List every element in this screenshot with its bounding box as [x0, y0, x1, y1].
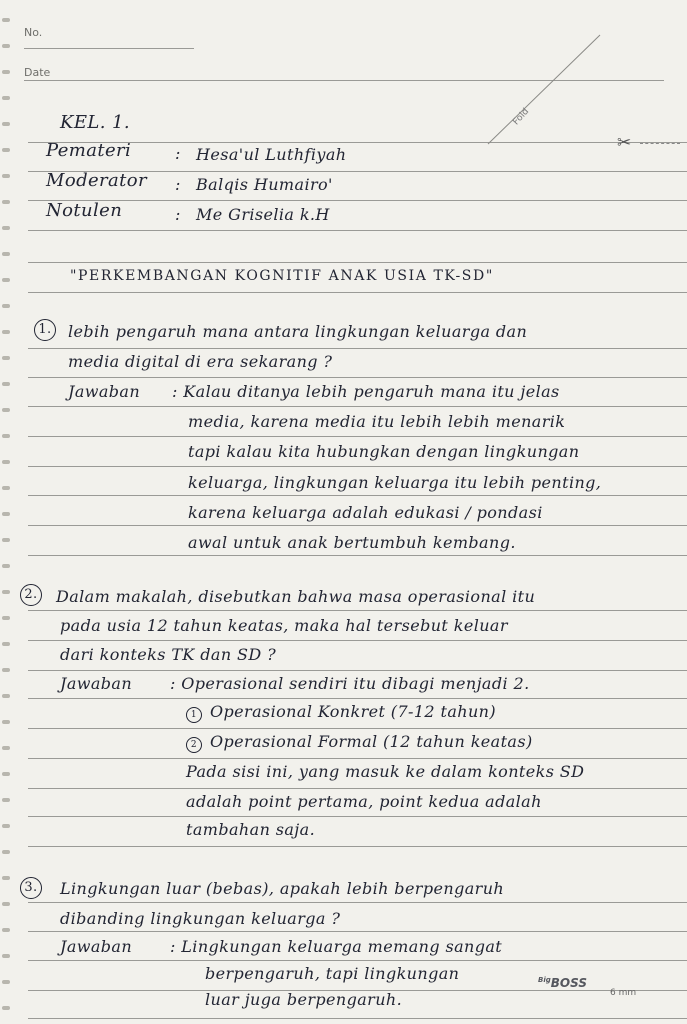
- q3-question-line: Lingkungan luar (bebas), apakah lebih berpengaruh: [60, 879, 505, 898]
- ruled-line: [28, 670, 687, 671]
- binding-hole: [2, 746, 10, 750]
- q3-answer-label: Jawaban: [60, 937, 133, 956]
- q1-number-circle: 1.: [34, 319, 56, 341]
- q1-answer-line: awal untuk anak bertumbuh kembang.: [188, 533, 516, 552]
- binding-hole: [2, 512, 10, 516]
- binding-hole: [2, 96, 10, 100]
- q2-answer-line: adalah point pertama, point kedua adalah: [186, 792, 542, 811]
- binding-hole: [2, 356, 10, 360]
- q3-question-line: dibanding lingkungan keluarga ?: [60, 909, 341, 928]
- q2-answer-line: Pada sisi ini, yang masuk ke dalam konteks SD: [186, 762, 585, 781]
- q2-sub-item: [186, 732, 533, 753]
- binding-hole: [2, 382, 10, 386]
- pemateri-colon: :: [175, 144, 181, 163]
- ruled-line: [28, 406, 687, 407]
- ruled-line: [28, 902, 687, 903]
- binding-hole: [2, 460, 10, 464]
- ruled-line: [28, 230, 687, 231]
- binding-holes: [0, 0, 14, 1024]
- ruled-line: [28, 931, 687, 932]
- ruled-line: [28, 262, 687, 263]
- ruled-line: [28, 698, 687, 699]
- ruled-line: [28, 960, 687, 961]
- ruled-line: [28, 436, 687, 437]
- ruled-line: [28, 846, 687, 847]
- q2-answer-line: tambahan saja.: [186, 820, 316, 839]
- binding-hole: [2, 278, 10, 282]
- binding-hole: [2, 486, 10, 490]
- q1-number: [34, 318, 62, 341]
- binding-hole: [2, 200, 10, 204]
- fold-label: Fold: [511, 106, 532, 128]
- binding-hole: [2, 954, 10, 958]
- ruled-line: [28, 728, 687, 729]
- q2-question-line: Dalam makalah, disebutkan bahwa masa operasional itu: [56, 587, 536, 606]
- q1-answer-line: tapi kalau kita hubungkan dengan lingkungan: [188, 442, 580, 461]
- sub-number-circle: 1: [186, 707, 202, 723]
- ruled-line: [28, 377, 687, 378]
- ruled-line: [28, 525, 687, 526]
- binding-hole: [2, 434, 10, 438]
- binding-hole: [2, 226, 10, 230]
- q2-number: [20, 583, 48, 606]
- ruled-line: [28, 348, 687, 349]
- binding-hole: [2, 772, 10, 776]
- binding-hole: [2, 122, 10, 126]
- ruled-line: [28, 640, 687, 641]
- q2-answer-label: Jawaban: [60, 674, 133, 693]
- q3-answer-line: berpengaruh, tapi lingkungan: [205, 964, 460, 983]
- binding-hole: [2, 876, 10, 880]
- binding-hole: [2, 850, 10, 854]
- binding-hole: [2, 252, 10, 256]
- binding-hole: [2, 70, 10, 74]
- q2-number-circle: 2.: [20, 584, 42, 606]
- notulen-colon: :: [175, 205, 181, 224]
- q3-number: [20, 876, 48, 899]
- document-title: "PERKEMBANGAN KOGNITIF ANAK USIA TK-SD": [70, 268, 494, 284]
- fold-guide-line: [480, 30, 610, 150]
- binding-hole: [2, 304, 10, 308]
- q1-question-line: lebih pengaruh mana antara lingkungan keluarga dan: [68, 322, 528, 341]
- binding-hole: [2, 694, 10, 698]
- scissors-icon: ✂: [617, 133, 632, 153]
- ruled-line: [28, 292, 687, 293]
- binding-hole: [2, 798, 10, 802]
- q1-answer-label: Jawaban: [68, 382, 141, 401]
- q1-answer-line: : Kalau ditanya lebih pengaruh mana itu jelas: [172, 382, 560, 401]
- ruled-line: [28, 1018, 687, 1019]
- q3-number-circle: 3.: [20, 877, 42, 899]
- binding-hole: [2, 18, 10, 22]
- q1-question-line: media digital di era sekarang ?: [68, 352, 333, 371]
- binding-hole: [2, 44, 10, 48]
- moderator-colon: :: [175, 175, 181, 194]
- cut-line: [640, 143, 680, 144]
- no-label: No.: [24, 26, 43, 39]
- pemateri-value: Hesa'ul Luthfiyah: [196, 145, 347, 164]
- binding-hole: [2, 642, 10, 646]
- ruled-line: [28, 495, 687, 496]
- binding-hole: [2, 928, 10, 932]
- binding-hole: [2, 1006, 10, 1010]
- ruling-size-label: 6 mm: [610, 988, 637, 998]
- ruled-line: [28, 466, 687, 467]
- binding-hole: [2, 538, 10, 542]
- q2-answer-line: : Operasional sendiri itu dibagi menjadi 2.: [170, 674, 530, 693]
- q2-question-line: pada usia 12 tahun keatas, maka hal tersebut keluar: [60, 616, 508, 635]
- q1-answer-line: media, karena media itu lebih lebih menarik: [188, 412, 566, 431]
- ruled-line: [28, 610, 687, 611]
- ruled-line: [28, 816, 687, 817]
- binding-hole: [2, 668, 10, 672]
- notulen-label: Notulen: [46, 200, 123, 221]
- ruled-line: [28, 200, 687, 201]
- ruled-line: [28, 555, 687, 556]
- q1-answer-line: karena keluarga adalah edukasi / pondasi: [188, 503, 543, 522]
- q2-sub-item: [186, 702, 496, 723]
- group-label: KEL. 1.: [60, 112, 130, 133]
- binding-hole: [2, 720, 10, 724]
- ruled-line: [28, 758, 687, 759]
- q3-answer-line: : Lingkungan keluarga memang sangat: [170, 937, 503, 956]
- sub-number-circle: 2: [186, 737, 202, 753]
- binding-hole: [2, 330, 10, 334]
- q2-question-line: dari konteks TK dan SD ?: [60, 645, 277, 664]
- brand-logo: $^{Big}$BOSS: [538, 976, 587, 990]
- binding-hole: [2, 902, 10, 906]
- q1-answer-line: keluarga, lingkungan keluarga itu lebih penting,: [188, 473, 602, 492]
- binding-hole: [2, 564, 10, 568]
- ruled-line: [28, 788, 687, 789]
- q3-answer-line: luar juga berpengaruh.: [205, 990, 403, 1009]
- binding-hole: [2, 408, 10, 412]
- no-underline: [24, 48, 194, 49]
- binding-hole: [2, 590, 10, 594]
- binding-hole: [2, 148, 10, 152]
- pemateri-label: Pemateri: [46, 140, 132, 161]
- binding-hole: [2, 980, 10, 984]
- date-label: Date: [24, 66, 51, 79]
- binding-hole: [2, 616, 10, 620]
- binding-hole: [2, 824, 10, 828]
- q2-answer-line: Operasional Konkret (7-12 tahun): [210, 702, 497, 721]
- binding-hole: [2, 174, 10, 178]
- notulen-value: Me Griselia k.H: [196, 205, 330, 224]
- q2-answer-line: Operasional Formal (12 tahun keatas): [210, 732, 533, 751]
- moderator-value: Balqis Humairo': [196, 175, 333, 194]
- moderator-label: Moderator: [46, 170, 148, 191]
